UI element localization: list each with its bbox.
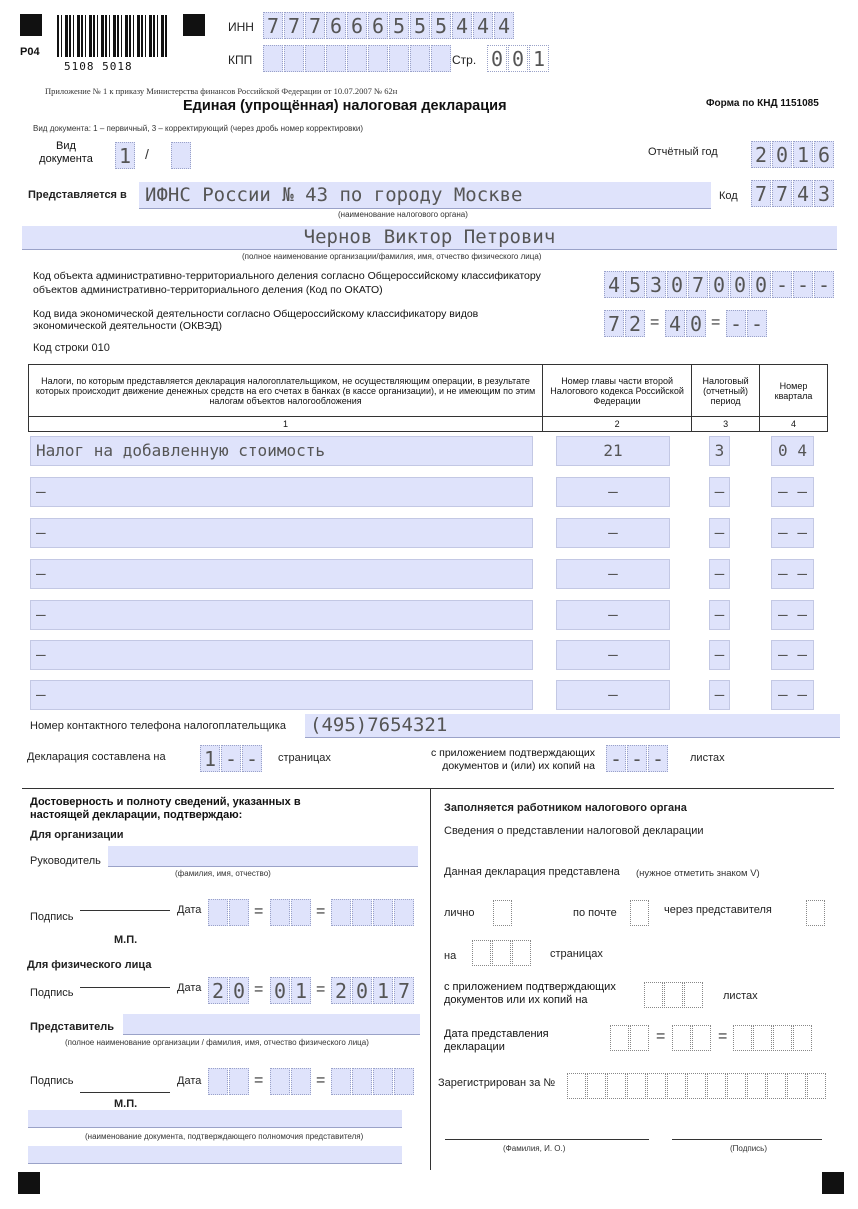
okved-separator: = [650,314,660,331]
kpp-field[interactable] [263,45,452,72]
date-separator: = [316,903,326,920]
okved-group-1[interactable] [604,310,646,337]
tax-name-field[interactable]: – [30,518,533,548]
pages-field[interactable] [200,745,263,772]
received-pages-word: страницах [550,948,603,960]
period-field[interactable]: – [709,680,730,710]
attachments-label: с приложением подтверждающих документов и (или) их копий на [430,747,595,772]
inn-cell: 6 [368,12,388,39]
head-name-field[interactable] [108,846,418,867]
pages-cell: - [221,745,241,772]
page-cell: 0 [508,45,528,72]
header-cell-quarter: Номер квартала [760,365,828,417]
okato-cell: 7 [688,271,708,298]
page-number-field [487,45,550,72]
column-number: 1 [29,417,543,432]
okved-cell: 0 [686,310,706,337]
pages-cell: - [242,745,262,772]
org-date-month[interactable] [270,899,312,926]
kpp-cell [410,45,430,72]
inn-field[interactable] [263,12,515,39]
date-cell: 0 [352,977,372,1004]
okved-cell: 7 [604,310,624,337]
received-sheets-word: листах [723,990,758,1002]
submission-date-month[interactable] [672,1025,712,1051]
chapter-field[interactable]: – [556,559,670,589]
year-cell: 1 [793,141,813,168]
inn-cell: 5 [431,12,451,39]
date-cell: 2 [208,977,228,1004]
inn-cell: 7 [263,12,283,39]
period-field[interactable]: – [709,600,730,630]
doc-type-field[interactable] [115,142,136,169]
tax-officer-title: Заполняется работником налогового органа [444,802,687,814]
okved-cell: - [747,310,767,337]
kpp-cell [284,45,304,72]
quarter-field[interactable]: – – [771,518,814,548]
person-date-month[interactable] [270,977,312,1004]
head-label: Руководитель [30,855,101,867]
okato-cell: - [814,271,834,298]
date-cell: 7 [394,977,414,1004]
okato-cell: - [772,271,792,298]
date-cell [270,1068,290,1095]
personally-label: лично [444,907,475,919]
kpp-cell [305,45,325,72]
okato-cell: - [793,271,813,298]
by-mail-checkbox[interactable] [630,900,650,926]
okato-field[interactable] [604,271,835,298]
report-year-field[interactable] [751,141,835,168]
page-cell: 1 [529,45,549,72]
appendix-note: Приложение № 1 к приказу Министерства финансов Российской Федерации от 10.07.2007 № 62н [45,86,398,96]
correction-cell [171,142,191,169]
person-date-label: Дата [177,982,202,994]
date-cell [229,1068,249,1095]
okato-cell: 3 [646,271,666,298]
tax-name-field[interactable]: – [30,640,533,670]
chapter-field[interactable]: – [556,680,670,710]
kpp-cell [347,45,367,72]
sheets-word: листах [690,752,725,764]
authority-code-label: Код [719,190,738,202]
attach-cell: - [606,745,626,772]
authority-code-field[interactable] [751,180,835,207]
rep-sign-label: Подпись [30,1075,74,1087]
rep-date-year[interactable] [331,1068,415,1095]
org-sign-label: Подпись [30,911,74,923]
line-code-label: Код строки 010 [33,342,110,354]
corner-marker [822,1172,844,1194]
pages-on-label: на [444,950,457,962]
stamp-place-label: М.П. [114,1098,138,1110]
okato-cell: 5 [625,271,645,298]
submission-date-year[interactable] [733,1025,813,1051]
phone-label: Номер контактного телефона налогоплательщика [30,720,286,732]
received-pages-field[interactable] [472,940,532,966]
confirmation-title: Достоверность и полноту сведений, указанных в настоящей декларации, подтверждаю: [30,796,301,821]
attach-cell: - [648,745,668,772]
okato-label: Код объекта административно-территориального деления согласно Общероссийскому классификатору объектов административно-территориального деления (Код по ОКАТО) [33,270,541,296]
year-cell: 6 [814,141,834,168]
date-separator: = [656,1028,666,1045]
phone-field[interactable]: (495)7654321 [305,714,840,738]
page-cell: 0 [487,45,507,72]
code-cell: 3 [814,180,834,207]
section-divider-vertical [430,788,431,1170]
okato-cell: 0 [730,271,750,298]
date-separator: = [316,981,326,998]
date-cell [208,899,228,926]
code-cell: 7 [751,180,771,207]
rep-date-day[interactable] [208,1068,250,1095]
inn-cell: 7 [284,12,304,39]
chapter-field[interactable]: – [556,477,670,507]
column-number: 2 [543,417,692,432]
attachments-field[interactable] [606,745,669,772]
tax-name-field[interactable]: – [30,600,533,630]
tax-name-field[interactable]: – [30,559,533,589]
corner-marker [20,14,42,36]
stamp-place-label: М.П. [114,934,138,946]
date-cell [270,899,290,926]
quarter-field[interactable]: – – [771,559,814,589]
okato-cell: 0 [709,271,729,298]
barcode [57,15,167,57]
okved-cell: 4 [665,310,685,337]
period-field[interactable]: – [709,477,730,507]
okato-cell: 4 [604,271,624,298]
kpp-cell [326,45,346,72]
submission-date-label: Дата представления декларации [444,1028,549,1053]
pages-cell: 1 [200,745,220,772]
okved-group-2[interactable] [665,310,707,337]
okved-group-3[interactable] [726,310,768,337]
by-mail-label: по почте [573,907,617,919]
page-label: Стр. [452,53,477,67]
fio-caption: (фамилия, имя, отчество) [175,869,271,878]
kpp-label: КПП [228,53,253,67]
attach-cell: - [627,745,647,772]
person-date-day[interactable] [208,977,250,1004]
rep-date-month[interactable] [270,1068,312,1095]
authority-document-field[interactable] [28,1110,402,1128]
doc-type-hint: Вид документа: 1 – первичный, 3 – корректирующий (через дробь номер корректировки) [33,124,364,133]
period-field[interactable]: – [709,640,730,670]
submitted-hint: (нужное отметить знаком V) [636,868,760,879]
inn-cell: 6 [326,12,346,39]
period-field[interactable]: 3 [709,436,730,466]
doc-type-cell: 1 [115,142,135,169]
received-attachments-field[interactable] [644,982,704,1008]
chapter-field[interactable]: – [556,518,670,548]
form-title: Единая (упрощённая) налоговая декларация [183,98,507,114]
org-date-day[interactable] [208,899,250,926]
okato-cell: 0 [751,271,771,298]
quarter-field[interactable]: – – [771,680,814,710]
okved-cell: 2 [625,310,645,337]
personally-checkbox[interactable] [493,900,513,926]
inn-cell: 7 [305,12,325,39]
barcode-number: 5108 5018 [64,60,133,73]
registration-number-field[interactable] [567,1073,827,1099]
kpp-cell [431,45,451,72]
rep-date-label: Дата [177,1075,202,1087]
date-cell: 0 [229,977,249,1004]
date-separator: = [254,903,264,920]
representative-label: Представитель [30,1021,114,1033]
authority-caption: (наименование налогового органа) [338,210,468,219]
date-cell [373,899,393,926]
tax-name-field[interactable]: – [30,477,533,507]
inn-cell: 4 [452,12,472,39]
date-cell [331,1068,351,1095]
okved-cell: - [726,310,746,337]
chapter-field[interactable]: 21 [556,436,670,466]
date-cell [331,899,351,926]
report-year-label: Отчётный год [648,146,718,158]
date-cell [291,1068,311,1095]
form-code: Форма по КНД 1151085 [706,98,819,109]
date-cell: 0 [270,977,290,1004]
inn-cell: 6 [347,12,367,39]
date-cell [394,1068,414,1095]
submission-info-label: Сведения о представлении налоговой декларации [444,825,704,837]
representative-field[interactable] [123,1014,420,1035]
authority-document-caption: (наименование документа, подтверждающего полномочия представителя) [85,1132,364,1141]
kpp-cell [389,45,409,72]
inn-label: ИНН [228,20,254,34]
person-section-title: Для физического лица [27,959,152,971]
officer-name-caption: (Фамилия, И. О.) [503,1144,566,1153]
inn-cell: 5 [389,12,409,39]
tax-name-field[interactable]: – [30,680,533,710]
authority-document-field-2[interactable] [28,1146,402,1164]
date-separator: = [316,1072,326,1089]
corner-marker [183,14,205,36]
date-cell [373,1068,393,1095]
date-cell [208,1068,228,1095]
doc-type-label: Вид документа [39,140,93,165]
date-separator: = [254,981,264,998]
code-cell: 4 [793,180,813,207]
header-cell-chapter: Номер главы части второй Налогового кодекса Российской Федерации [543,365,692,417]
via-representative-label: через представителя [664,904,772,916]
authority-label: Представляется в [28,189,127,201]
org-section-title: Для организации [30,829,124,841]
chapter-field[interactable]: – [556,600,670,630]
chapter-field[interactable]: – [556,640,670,670]
taxpayer-caption: (полное наименование организации/фамилия, имя, отчество физического лица) [242,252,542,261]
period-field[interactable]: – [709,518,730,548]
doc-type-slash: / [145,146,149,162]
date-cell [352,1068,372,1095]
inn-cell: 5 [410,12,430,39]
org-date-label: Дата [177,904,202,916]
officer-sign-line[interactable] [672,1139,822,1140]
header-cell-period: Налоговый (отчетный) период [692,365,760,417]
quarter-field[interactable]: – – [771,640,814,670]
corner-marker [18,1172,40,1194]
date-separator: = [718,1028,728,1045]
header-cell-tax: Налоги, по которым представляется декларация налогоплательщиком, не осуществляющим операции, в результате которых происходит движение денежных средств на его счетах в банках (в кассе организации), и не имеющим по этим налогам объектов налогообложения [29,365,543,417]
org-sign-line[interactable] [80,910,170,911]
period-field[interactable]: – [709,559,730,589]
okved-separator: = [711,314,721,331]
okato-cell: 0 [667,271,687,298]
okved-label: Код вида экономической деятельности согласно Общероссийскому классификатору видов экономической деятельности (ОКВЭД) [33,308,479,332]
registered-label: Зарегистрирован за № [438,1077,556,1089]
date-separator: = [254,1072,264,1089]
rep-sign-line[interactable] [80,1092,170,1093]
page-code: P04 [20,46,40,58]
date-cell [352,899,372,926]
person-sign-label: Подпись [30,987,74,999]
section-divider [22,788,834,789]
officer-name-line[interactable] [445,1139,649,1140]
received-attachments-label: с приложением подтверждающих документов или их копий на [444,981,616,1006]
date-cell: 1 [373,977,393,1004]
tax-name-field[interactable]: Налог на добавленную стоимость [30,436,533,466]
via-representative-checkbox[interactable] [806,900,826,926]
officer-sign-caption: (Подпись) [730,1144,767,1153]
date-cell [229,899,249,926]
person-sign-line[interactable] [80,987,170,988]
date-cell: 2 [331,977,351,1004]
code-cell: 7 [772,180,792,207]
year-cell: 0 [772,141,792,168]
date-cell [291,899,311,926]
pages-word: страницах [278,752,331,764]
quarter-field[interactable]: – – [771,600,814,630]
correction-number-field[interactable] [171,142,192,169]
person-date-year[interactable] [331,977,415,1004]
date-cell [394,899,414,926]
authority-field[interactable]: ИФНС России № 43 по городу Москве [139,182,711,209]
kpp-cell [368,45,388,72]
tax-table-header [28,364,828,432]
year-cell: 2 [751,141,771,168]
inn-cell: 4 [494,12,514,39]
pages-label: Декларация составлена на [27,751,166,763]
org-date-year[interactable] [331,899,415,926]
submission-date-day[interactable] [610,1025,650,1051]
quarter-field[interactable]: – – [771,477,814,507]
submitted-label: Данная декларация представлена [444,866,620,878]
inn-cell: 4 [473,12,493,39]
column-number: 4 [760,417,828,432]
date-cell: 1 [291,977,311,1004]
kpp-cell [263,45,283,72]
column-number: 3 [692,417,760,432]
quarter-field[interactable]: 0 4 [771,436,814,466]
taxpayer-name-field[interactable]: Чернов Виктор Петрович [22,226,837,250]
representative-caption: (полное наименование организации / фамилия, имя, отчество физического лица) [65,1038,369,1047]
